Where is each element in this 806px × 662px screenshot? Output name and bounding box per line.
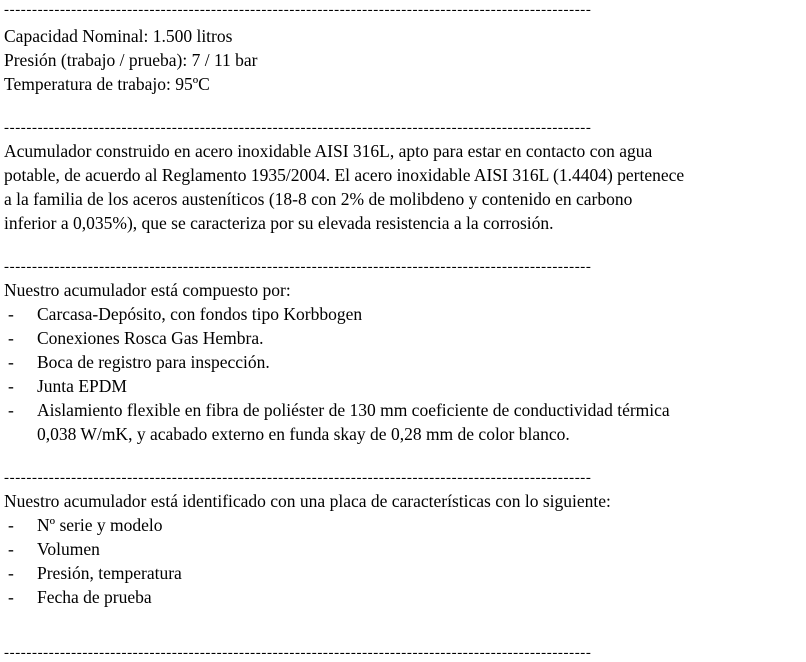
spec-line-temperature: Temperatura de trabajo: 95ºC (4, 74, 210, 94)
separator-rule-4: --------------------------------------------------------------------------------------------------------- (4, 470, 592, 486)
separator-rule-3: --------------------------------------------------------------------------------------------------------- (4, 259, 592, 275)
list-item (4, 374, 800, 398)
list-item-text: Volumen (37, 539, 100, 559)
dash-bullet-icon: - (8, 352, 14, 372)
list-item-text: Nº serie y modelo (37, 515, 163, 535)
list-item (4, 585, 800, 609)
spec-line-pressure: Presión (trabajo / prueba): 7 / 11 bar (4, 50, 258, 70)
dash-bullet-icon: - (8, 328, 14, 348)
list-item-text: Carcasa-Depósito, con fondos tipo Korbbogen (37, 304, 363, 324)
material-line-1: Acumulador construido en acero inoxidable AISI 316L, apto para estar en contacto con agua (4, 141, 653, 161)
separator-rule-5: --------------------------------------------------------------------------------------------------------- (4, 645, 592, 661)
spacer-after-material (4, 235, 800, 259)
spacer-after-specs (4, 96, 800, 120)
document-body (0, 2, 806, 662)
document-page (0, 2, 806, 661)
separator-rule-1: --------------------------------------------------------------------------------------------------------- (4, 2, 592, 18)
list-item (4, 326, 800, 350)
nameplate-lead: Nuestro acumulador está identificado con una placa de características con lo siguiente: (4, 491, 611, 511)
dash-bullet-icon: - (8, 587, 14, 607)
section-nameplate (4, 489, 800, 609)
material-line-2: potable, de acuerdo al Reglamento 1935/2004. El acero inoxidable AISI 316L (1.4404) pertenece (4, 165, 685, 185)
list-item (4, 513, 800, 537)
section-composition (4, 278, 800, 446)
list-item-text: Junta EPDM (37, 376, 127, 396)
spec-line-capacity: Capacidad Nominal: 1.500 litros (4, 26, 233, 46)
list-item-continuation: 0,038 W/mK, y acabado externo en funda skay de 0,28 mm de color blanco. (37, 424, 570, 444)
list-item (4, 398, 800, 446)
spacer-after-nameplate (4, 609, 800, 633)
material-line-4: inferior a 0,035%), que se caracteriza por su elevada resistencia a la corrosión. (4, 213, 554, 233)
separator-rule-2: --------------------------------------------------------------------------------------------------------- (4, 120, 592, 136)
dash-bullet-icon: - (8, 563, 14, 583)
list-item-text: Fecha de prueba (37, 587, 152, 607)
section-specs (4, 24, 800, 96)
list-item (4, 302, 800, 326)
nameplate-list (4, 513, 800, 609)
material-line-3: a la familia de los aceros austeníticos (18-8 con 2% de molibdeno y contenido en carbono (4, 189, 633, 209)
dash-bullet-icon: - (8, 515, 14, 535)
list-item-text: Aislamiento flexible en fibra de poliéster de 130 mm coeficiente de conductividad térmica (37, 400, 670, 420)
list-item-text: Presión, temperatura (37, 563, 182, 583)
section-material (4, 139, 800, 235)
list-item-text: Boca de registro para inspección. (37, 352, 270, 372)
spacer-after-composition (4, 446, 800, 470)
composition-list (4, 302, 800, 446)
list-item (4, 537, 800, 561)
list-item (4, 350, 800, 374)
composition-lead: Nuestro acumulador está compuesto por: (4, 280, 291, 300)
list-item (4, 561, 800, 585)
list-item-text: Conexiones Rosca Gas Hembra. (37, 328, 264, 348)
spacer-before-last-rule (4, 633, 800, 645)
dash-bullet-icon: - (8, 539, 14, 559)
dash-bullet-icon: - (8, 400, 14, 420)
dash-bullet-icon: - (8, 376, 14, 396)
dash-bullet-icon: - (8, 304, 14, 324)
